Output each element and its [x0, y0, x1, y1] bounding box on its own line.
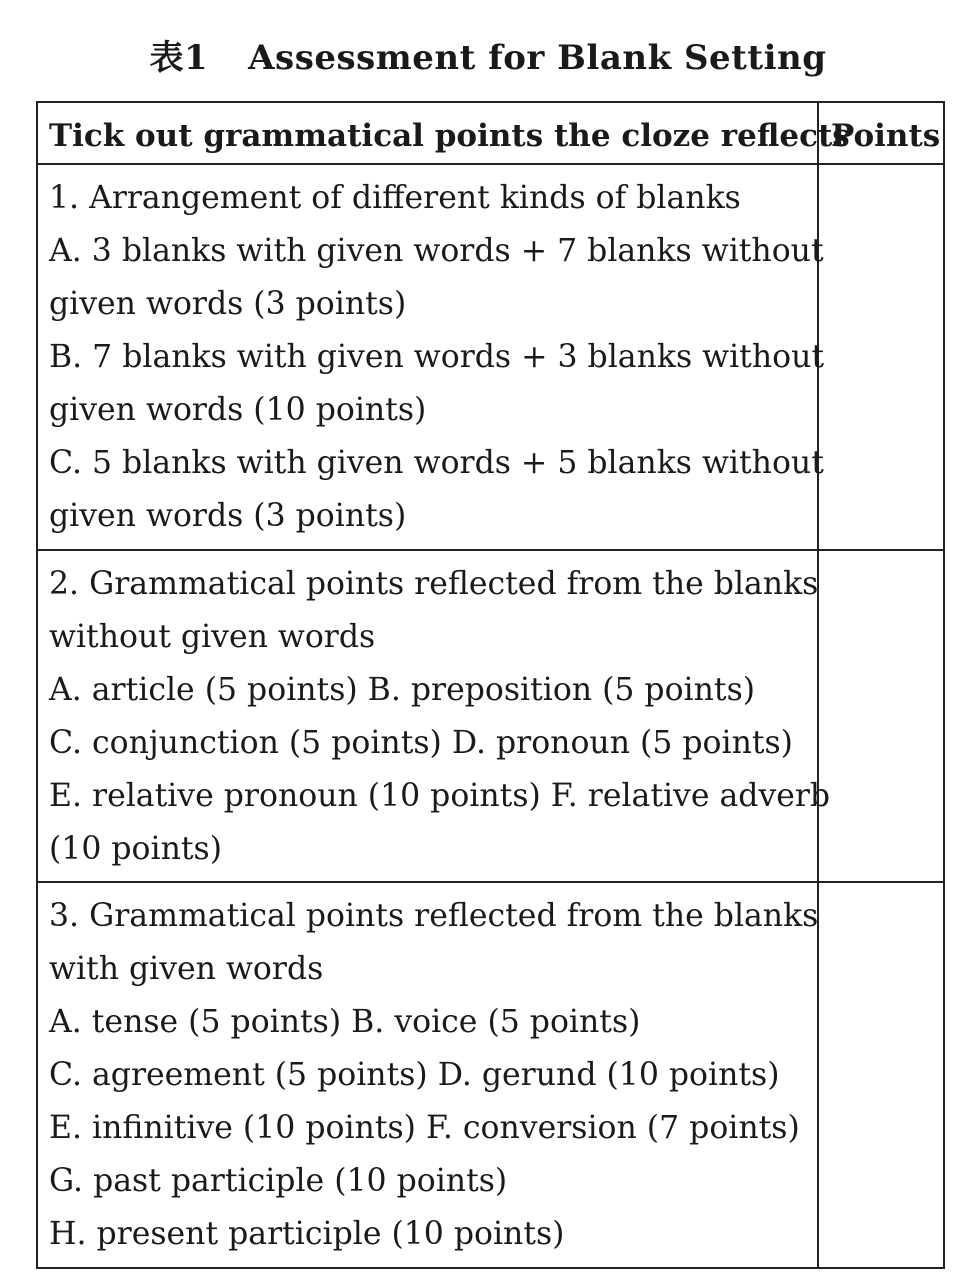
criteria-line: A. 3 blanks with given words + 7 blanks without [49, 233, 824, 269]
criteria-line: given words (3 points) [49, 498, 407, 534]
header-points: Points [818, 102, 944, 164]
criteria-line: 3. Grammatical points reflected from the blanks [49, 898, 819, 934]
criteria-line: B. 7 blanks with given words + 3 blanks without [49, 339, 825, 375]
criteria-line: without given words [49, 619, 376, 655]
criteria-line: H. present participle (10 points) [49, 1216, 565, 1252]
criteria-line: A. article (5 points) B. preposition (5 points) [49, 672, 756, 708]
criteria-line: given words (10 points) [49, 392, 427, 428]
table-title: Assessment for Blank Setting [248, 38, 827, 78]
header-row [37, 102, 944, 164]
criteria-line: C. agreement (5 points) D. gerund (10 points) [49, 1057, 780, 1093]
criteria-cell-without-given-words [37, 550, 831, 882]
points-cell[interactable] [818, 882, 944, 1268]
criteria-line: 2. Grammatical points reflected from the blanks [49, 566, 819, 602]
criteria-cell-arrangement [37, 164, 825, 550]
criteria-line: (10 points) [49, 831, 222, 867]
criteria-line: G. past participle (10 points) [49, 1163, 508, 1199]
criteria-line: with given words [49, 951, 324, 987]
criteria-line: E. relative pronoun (10 points) F. relative adverb [49, 778, 831, 814]
assessment-table [36, 101, 945, 1269]
criteria-line: C. 5 blanks with given words + 5 blanks without [49, 445, 824, 481]
criteria-cell-with-given-words [37, 882, 818, 1268]
criteria-line: given words (3 points) [49, 286, 407, 322]
table-number: 表1 [149, 38, 209, 78]
header-items: Tick out grammatical points the cloze reflects [37, 102, 818, 164]
criteria-line: E. infinitive (10 points) F. conversion (7 points) [49, 1110, 800, 1146]
criteria-line: 1. Arrangement of different kinds of blanks [49, 180, 741, 216]
criteria-line: A. tense (5 points) B. voice (5 points) [49, 1004, 641, 1040]
table-row [37, 550, 944, 882]
points-cell[interactable] [818, 550, 944, 882]
criteria-line: C. conjunction (5 points) D. pronoun (5 points) [49, 725, 793, 761]
table-caption [0, 30, 976, 79]
points-cell[interactable] [818, 164, 944, 550]
table-row [37, 882, 944, 1268]
table-row [37, 164, 944, 550]
